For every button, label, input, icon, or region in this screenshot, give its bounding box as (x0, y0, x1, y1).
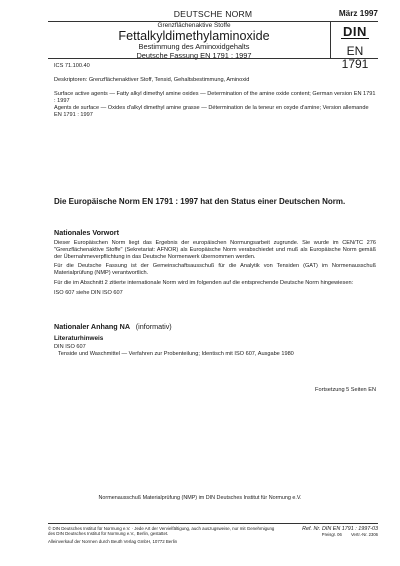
footer-rule (48, 523, 378, 524)
copyright-notice: © DIN Deutsches Institut für Normung e.V. · Jede Art der Vervielfältigung, auch auszugsweise, nur mit Genehmigung des DIN Deutsches Institut für Normung e.V., Berlin, gestattet. (48, 526, 275, 537)
reference-id: DIN ISO 607 (54, 344, 86, 350)
annex-informative: (informativ) (135, 322, 172, 331)
foreword-paragraph: ISO 607 siehe DIN ISO 607 (54, 289, 123, 296)
issue-date: März 1997 (338, 9, 378, 18)
subject-group: Grenzflächenaktive Stoffe (157, 22, 231, 29)
foreword-paragraph: Dieser Europäischen Norm liegt das Ergebnis der europäischen Normungsarbeit zugrunde. Sie wurde im CEN/TC 276 "Grenzflächenaktive Stoffe" (Sekretariat: AFNOR) als Europäische Norm verabschiedet und muß als Europäische Norm gemäß der Übernahmeverpflichtung in das Deutsche Normenwerk übernommen werden. (54, 240, 376, 260)
reference-number: Ref. Nr. DIN EN 1791 : 1997-03 (302, 526, 378, 532)
norm-label: DEUTSCHE NORM (173, 9, 253, 19)
english-title: Surface active agents — Fatty alkyl dimethyl amine oxides — Determination of the amine oxide content; German version EN 1791 : 1997 (54, 91, 376, 104)
title-rule (48, 58, 378, 59)
annex-heading (54, 323, 172, 331)
annex-title: Nationaler Anhang NA (54, 322, 130, 331)
title-block (48, 22, 340, 60)
continuation-note: Fortsetzung 5 Seiten EN (315, 387, 376, 393)
header-row (48, 9, 378, 21)
price-group: Preisgr. 06 (321, 532, 342, 537)
french-title: Agents de surface — Oxides d'alkyl dimethyl amine grasse — Détermination de la teneur en oxyde d'amine; Version allemande EN 1791 : 1997 (54, 105, 369, 118)
foreword-paragraph: Für die im Abschnitt 2 zitierte internationale Norm wird im folgenden auf die entsprechende Deutsche Norm hingewiesen: (54, 279, 354, 286)
foreword-heading: Nationales Vorwort (54, 228, 119, 237)
distribution-notice: Alleinverkauf der Normen durch Beuth Verlag GmbH, 10772 Berlin (48, 538, 178, 544)
din-logo: DIN (343, 24, 367, 39)
title-divider (330, 22, 331, 58)
literature-heading: Literaturhinweis (54, 335, 104, 342)
copyright-block (48, 526, 278, 544)
reference-text: Tenside und Waschmittel — Verfahren zur Probenteilung; Identisch mit ISO 607, Ausgabe 1980 (58, 350, 294, 357)
foreword-paragraph: Für die Deutsche Fassung ist der Gemeinschaftsausschuß für die Analytik von Tensiden (GAT) im Normenausschuß Materialprüfung (NMP) verantwortlich. (54, 263, 376, 277)
literature-reference (54, 344, 376, 358)
ics-code: ICS 71.100.40 (54, 63, 90, 69)
reference-block (268, 526, 378, 538)
sales-number: Vertr.-Nr. 2306 (351, 532, 378, 537)
document-subtitle: Bestimmung des Aminoxidgehalts (138, 42, 250, 51)
document-title: Fettalkyldimethylaminoxide (118, 29, 270, 43)
committee-line: Normenausschuß Materialprüfung (NMP) im DIN Deutsches Institut für Normung e.V. (98, 495, 302, 501)
foreword-body (54, 240, 376, 297)
status-statement: Die Europäische Norm EN 1791 : 1997 hat den Status einer Deutschen Norm. (54, 197, 346, 206)
price-sales-line (268, 532, 378, 538)
din-number: EN 1791 (341, 44, 369, 71)
version-line: Deutsche Fassung EN 1791 : 1997 (136, 50, 252, 60)
descriptors: Deskriptoren: Grenzflächenaktiver Stoff, Tensid, Gehaltsbestimmung, Aminoxid (54, 77, 250, 83)
